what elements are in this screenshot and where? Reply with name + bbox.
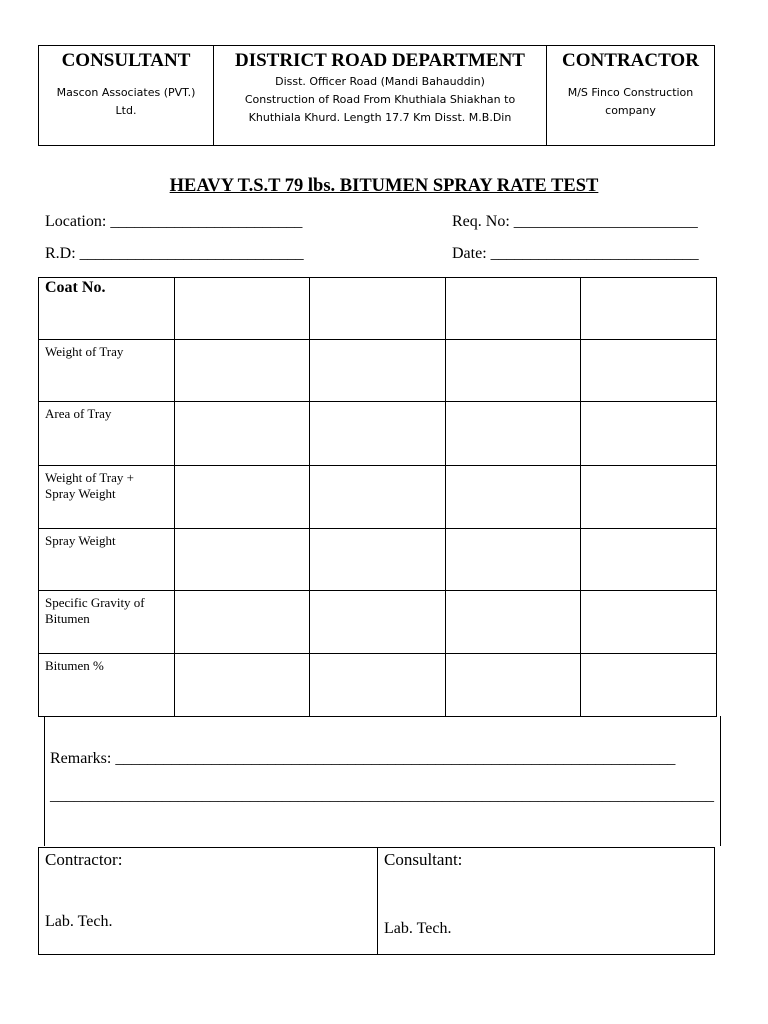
department-line-2: Construction of Road From Khuthiala Shiakhan to <box>244 93 516 106</box>
table-row <box>39 654 717 717</box>
row-label-specific-gravity: Specific Gravity of Bitumen <box>39 591 175 654</box>
table-cell[interactable] <box>310 654 446 717</box>
table-cell[interactable] <box>310 278 446 340</box>
header-box <box>38 45 715 146</box>
row-label-area-of-tray: Area of Tray <box>39 402 175 466</box>
table-row <box>39 529 717 591</box>
table-cell[interactable] <box>310 591 446 654</box>
table-cell[interactable] <box>446 466 581 529</box>
table-cell[interactable] <box>175 466 310 529</box>
document-title: HEAVY T.S.T 79 lbs. BITUMEN SPRAY RATE TEST <box>169 176 599 196</box>
table-cell[interactable] <box>175 340 310 402</box>
table-cell[interactable] <box>446 402 581 466</box>
remarks-box <box>44 716 721 846</box>
row-label-coat-no: Coat No. <box>39 278 175 340</box>
table-cell[interactable] <box>310 402 446 466</box>
department-line-3: Khuthiala Khurd. Length 17.7 Km Disst. M.B.Din <box>248 111 512 124</box>
table-cell[interactable] <box>581 402 717 466</box>
department-line-1: Disst. Officer Road (Mandi Bahauddin) <box>275 75 485 88</box>
table-cell[interactable] <box>310 529 446 591</box>
consultant-name <box>39 84 213 120</box>
spray-rate-table <box>38 277 717 717</box>
consultant-cell <box>39 46 214 145</box>
table-cell[interactable] <box>175 278 310 340</box>
contractor-cell <box>547 46 714 145</box>
row-label-weight-tray-plus-spray: Weight of Tray + Spray Weight <box>39 466 175 529</box>
department-cell <box>214 46 547 145</box>
date-field[interactable]: Date: __________________________ <box>452 245 699 262</box>
contractor-signature-label: Contractor: <box>45 850 123 869</box>
contractor-name-line-1: M/S Finco Construction <box>567 86 694 99</box>
contractor-lab-tech-label: Lab. Tech. <box>45 913 113 930</box>
table-cell[interactable] <box>310 466 446 529</box>
consultant-name-line-2: Ltd. <box>115 104 137 117</box>
table-row <box>39 591 717 654</box>
table-cell[interactable] <box>446 340 581 402</box>
rd-field[interactable]: R.D: ____________________________ <box>45 245 304 262</box>
table-cell[interactable] <box>581 278 717 340</box>
consultant-lab-tech-label: Lab. Tech. <box>384 920 452 937</box>
consultant-signature-cell[interactable] <box>378 848 714 954</box>
remarks-line-1[interactable]: Remarks: ______________________________________________________________________ <box>50 750 676 767</box>
table-cell[interactable] <box>175 591 310 654</box>
table-cell[interactable] <box>581 466 717 529</box>
table-cell[interactable] <box>175 529 310 591</box>
table-cell[interactable] <box>446 591 581 654</box>
table-row <box>39 402 717 466</box>
row-label-weight-of-tray: Weight of Tray <box>39 340 175 402</box>
table-cell[interactable] <box>446 278 581 340</box>
table-cell[interactable] <box>581 529 717 591</box>
contractor-signature-cell[interactable] <box>39 848 378 954</box>
consultant-signature-label: Consultant: <box>384 850 463 869</box>
table-cell[interactable] <box>175 402 310 466</box>
table-row <box>39 278 717 340</box>
table-cell[interactable] <box>175 654 310 717</box>
department-title: DISTRICT ROAD DEPARTMENT <box>234 50 525 71</box>
remarks-line-2[interactable]: ___________________________________________________________________________________ <box>50 787 714 804</box>
table-cell[interactable] <box>446 529 581 591</box>
table-cell[interactable] <box>581 591 717 654</box>
req-no-field[interactable]: Req. No: _______________________ <box>452 213 698 230</box>
table-cell[interactable] <box>310 340 446 402</box>
contractor-title: CONTRACTOR <box>562 50 699 71</box>
consultant-title: CONSULTANT <box>61 50 191 71</box>
department-details <box>214 73 546 127</box>
table-cell[interactable] <box>581 654 717 717</box>
contractor-name-line-2: company <box>605 104 656 117</box>
contractor-name <box>547 84 714 120</box>
table-row <box>39 466 717 529</box>
table-cell[interactable] <box>581 340 717 402</box>
consultant-name-line-1: Mascon Associates (PVT.) <box>56 86 196 99</box>
row-label-spray-weight: Spray Weight <box>39 529 175 591</box>
signature-box <box>38 847 715 955</box>
row-label-bitumen-percent: Bitumen % <box>39 654 175 717</box>
location-field[interactable]: Location: ________________________ <box>45 213 303 230</box>
table-cell[interactable] <box>446 654 581 717</box>
table-row <box>39 340 717 402</box>
